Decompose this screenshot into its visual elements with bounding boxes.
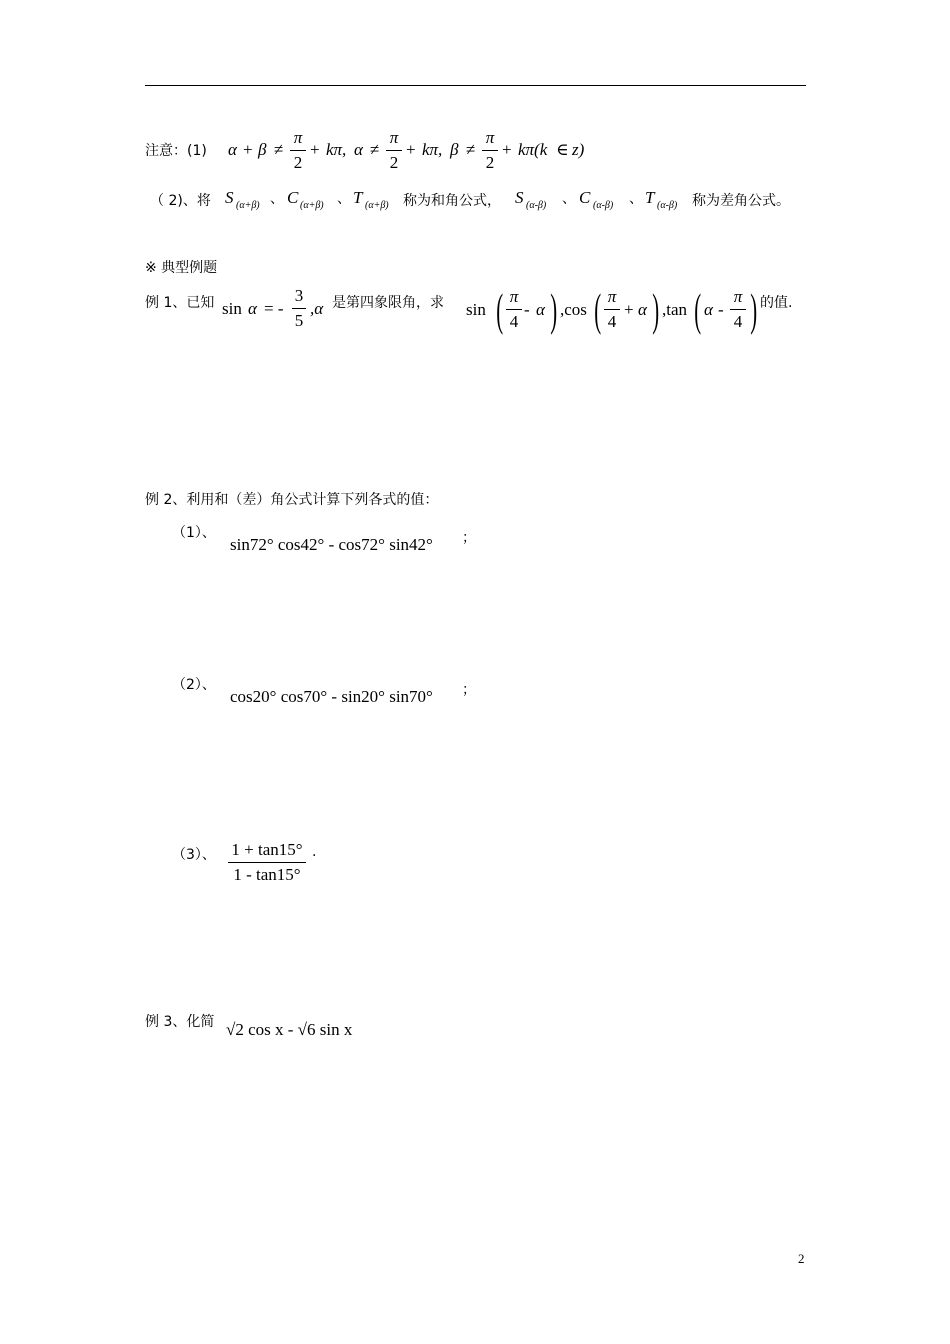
sum-suffix: 称为和角公式， <box>403 193 501 209</box>
example1-targets: sin ( π 4 - α ) ,cos ( π 4 + α ) ,tan ( α - π 4 ) <box>466 284 758 335</box>
example1-label: 例 1、已知 <box>145 295 215 311</box>
example3-label: 例 3、化简 <box>145 1014 215 1030</box>
example3-expr: √2 cos x - √6 sin x <box>226 1020 353 1039</box>
example2-label: 例 2、利用和（差）角公式计算下列各式的值： <box>145 492 439 508</box>
example1-given: sin α = - 3 5 ,α <box>222 286 324 330</box>
example1-end-text: 的值. <box>760 295 793 311</box>
example2-item2-expr: cos20° cos70° - sin20° sin70° <box>230 687 433 706</box>
example2-item2-label: （2）、 <box>172 677 216 693</box>
section-title: ※ 典型例题 <box>145 260 218 276</box>
note-item2-prefix: （ 2)、将 <box>150 193 211 209</box>
example2-item1-end: ； <box>462 530 476 546</box>
header-rule <box>145 85 806 86</box>
example1-mid-text: 是第四象限角，求 <box>332 295 444 311</box>
diff-suffix: 称为差角公式。 <box>692 193 790 209</box>
note-label: 注意：(1) <box>145 143 207 159</box>
page-number: 2 <box>798 1251 805 1266</box>
example2-item3-fraction: 1 + tan15° 1 - tan15° <box>228 840 306 885</box>
example2-item2-end: ； <box>462 682 476 698</box>
example2-item1-expr: sin72° cos42° - cos72° sin42° <box>230 535 433 554</box>
example2-item1-label: （1）、 <box>172 525 216 541</box>
example2-item3-label: （3）、 <box>172 847 216 863</box>
example2-item3-end: . <box>312 844 317 860</box>
